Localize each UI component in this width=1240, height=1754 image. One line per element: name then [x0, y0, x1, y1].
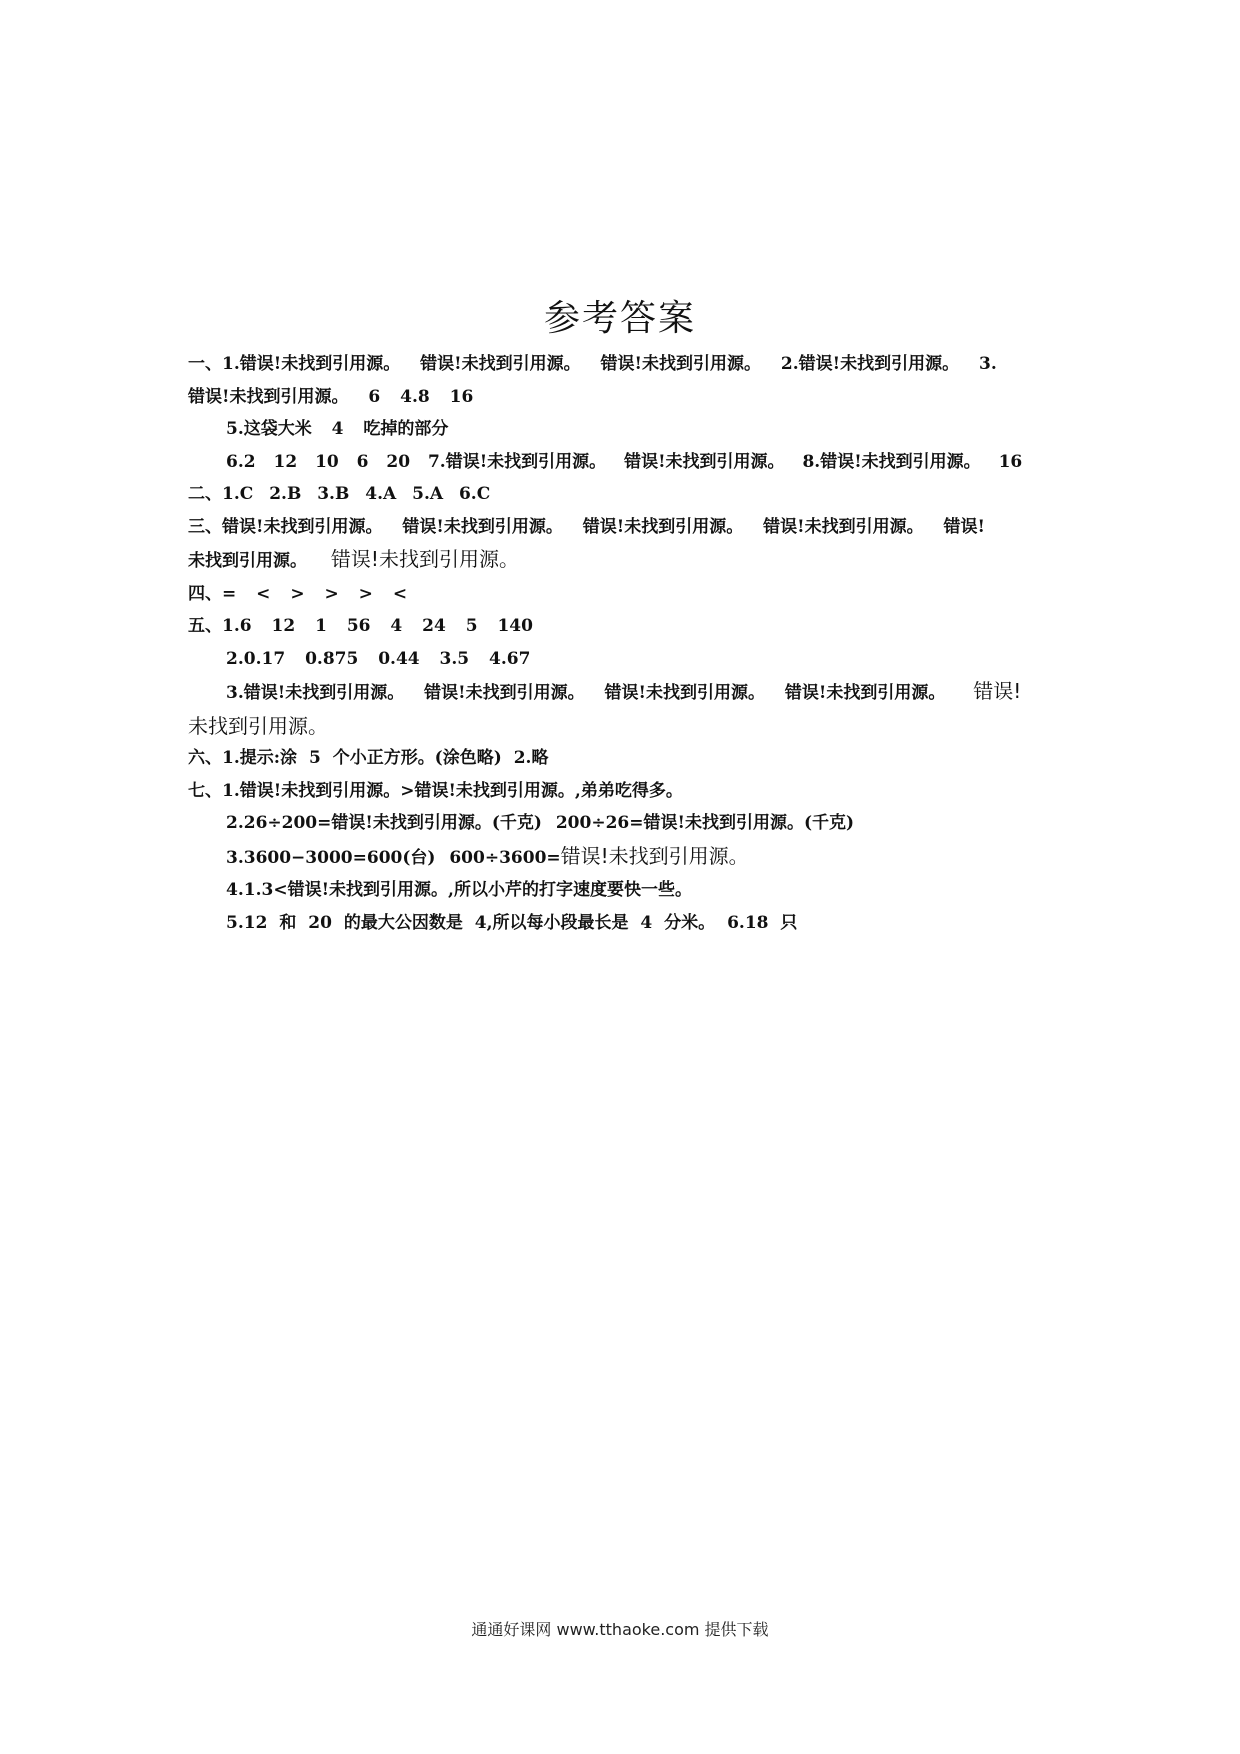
answer-line-10: 2.0.17 0.875 0.44 3.5 4.67 [226, 648, 531, 669]
answer-line-5: 二、1.C 2.B 3.B 4.A 5.A 6.C [188, 484, 491, 504]
answer-line-7-part-b: 错误!未找到引用源。 [330, 547, 519, 571]
answer-line-6: 三、错误!未找到引用源。 错误!未找到引用源。 错误!未找到引用源。 错误!未找到引用源。 错误! [188, 516, 985, 537]
answer-content [188, 348, 1056, 939]
answer-line-13: 六、1.提示:涂 5 个小正方形。(涂色略) 2.略 [188, 748, 549, 768]
answer-line-2: 错误!未找到引用源。 6 4.8 16 [188, 386, 474, 407]
answer-line-1: 一、1.错误!未找到引用源。 错误!未找到引用源。 错误!未找到引用源。 2.错误!未找到引用源。 3. [188, 354, 997, 374]
answer-line-4: 6.2 12 10 6 20 7.错误!未找到引用源。 错误!未找到引用源。 8.错误!未找到引用源。 16 [226, 451, 1023, 472]
answer-line-11-part-b: 错误! [973, 679, 1022, 703]
answer-line-16 [188, 840, 1056, 875]
answer-line-17: 4.1.3<错误!未找到引用源。,所以小芹的打字速度要快一些。 [226, 880, 692, 900]
answer-line-3: 5.这袋大米 4 吃掉的部分 [226, 419, 449, 439]
answer-line-12: 未找到引用源。 [188, 713, 328, 738]
answer-line-7 [188, 543, 1056, 578]
page-title: 参考答案 [543, 298, 696, 339]
answer-line-16-part-a: 3.3600−3000=600(台) 600÷3600= [226, 847, 561, 868]
answer-line-9: 五、1.6 12 1 56 4 24 5 140 [188, 616, 533, 636]
answer-line-16-part-b: 错误!未找到引用源。 [560, 843, 749, 868]
answer-line-8: 四、= < > > > < [188, 583, 408, 604]
answer-line-7-part-a: 未找到引用源。 [188, 551, 307, 571]
answer-line-18: 5.12 和 20 的最大公因数是 4,所以每小段最长是 4 分米。 6.18 只 [226, 912, 798, 933]
footer-source: 通通好课网 www.tthaoke.com 提供下载 [471, 1620, 769, 1639]
answer-line-11-part-a: 3.错误!未找到引用源。 错误!未找到引用源。 错误!未找到引用源。 错误!未找到引用源。 [226, 683, 946, 703]
answer-line-11 [188, 675, 1056, 710]
answer-line-14: 七、1.错误!未找到引用源。>错误!未找到引用源。,弟弟吃得多。 [188, 780, 683, 801]
answer-line-15: 2.26÷200=错误!未找到引用源。(千克) 200÷26=错误!未找到引用源。(千克) [226, 813, 855, 833]
